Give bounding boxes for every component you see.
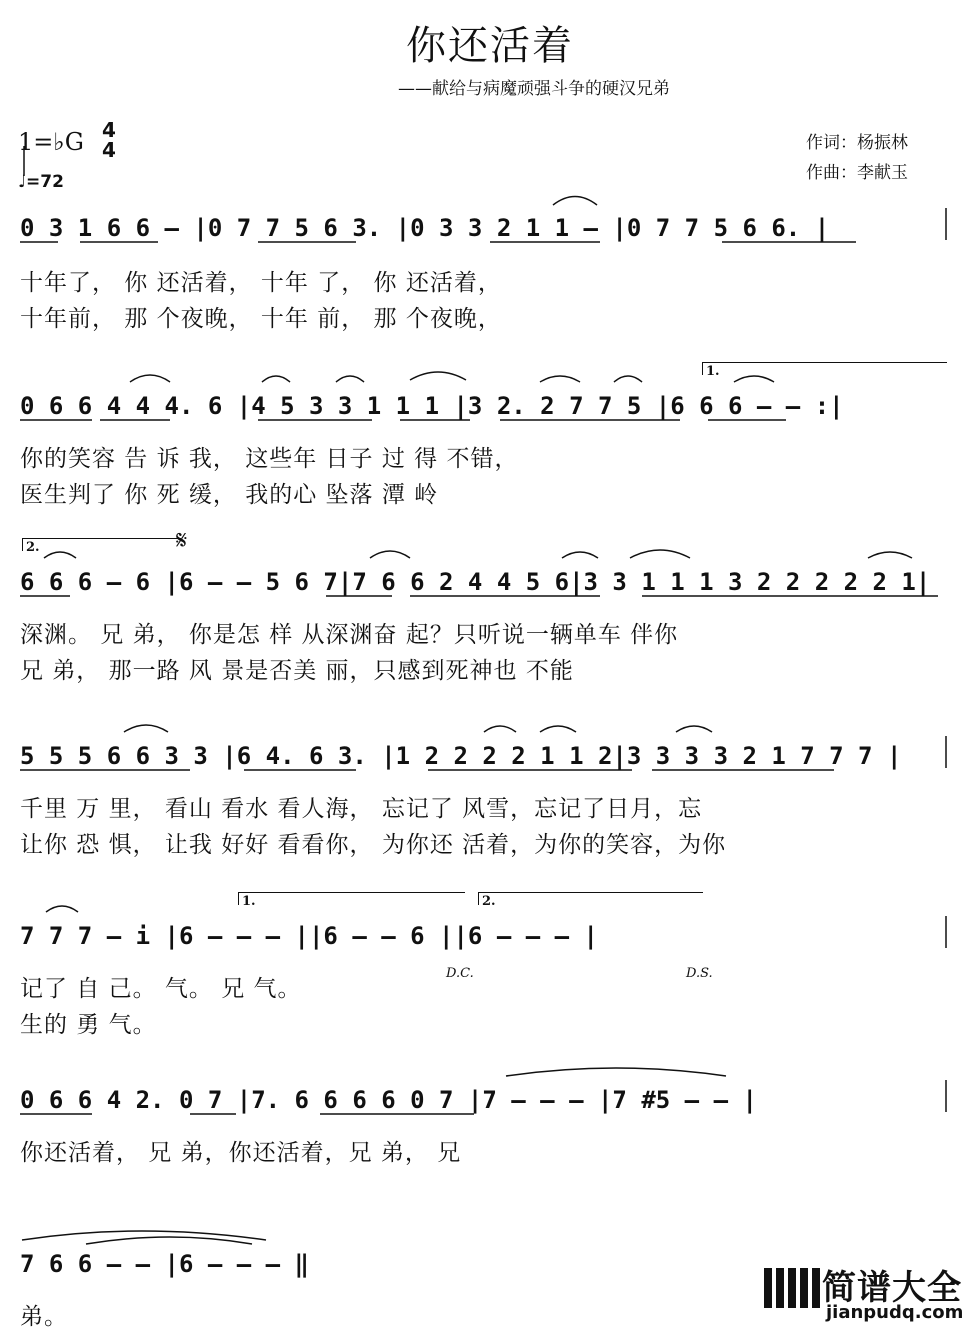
key-signature: 1=♭G [18,128,84,156]
volta-label-line5-1: 1. [242,894,256,909]
notes-line-4: 5 5 5 6 6 3 3 |6 4. 6 3. |1 2 2 2 2 1 1 2|3 3 3 3 2 1 7 7 7 | [20,742,902,770]
time-signature-top: 4 [102,118,116,142]
notes-line-6: 0 6 6 4 2. 0 7 |7. 6 6 6 6 0 7 |7 – – – |7 #5 – – | [20,1086,757,1114]
segno-sign: 𝄋 [176,526,188,556]
lyrics-line-2-verse-1: 你的笑容 告 诉 我， 这些年 日子 过 得 不错， [20,446,519,472]
lyrics-line-3-verse-1: 深渊。 兄 弟， 你是怎 样 从深渊奋 起？只听说一辆单车 伴你 [20,622,679,648]
watermark-url: jianpudq.com [826,1302,964,1323]
notes-line-7: 7 6 6 – – |6 – – – ‖ [20,1250,309,1278]
notes-line-2: 0 6 6 4 4 4. 6 |4 5 3 3 1 1 1 |3 2. 2 7 7 5 |6 6 6 – – :| [20,392,844,420]
volta-label-line5-2: 2. [482,894,496,909]
watermark-name: 简谱大全 [822,1268,962,1308]
volta-label-1: 1. [706,364,720,379]
lyrics-line-6-verse-1: 你还活着， 兄 弟，你还活着，兄 弟， 兄 [20,1140,462,1166]
lyrics-line-3-verse-2: 兄 弟， 那一路 风 景是否美 丽，只感到死神也 不能 [20,658,574,684]
notes-line-3: 6 6 6 – 6 |6 – – 5 6 7|7 6 6 2 4 4 5 6|3 3 1 1 1 3 2 2 2 2 2 1| [20,568,931,596]
lyrics-line-1-verse-2: 十年前， 那 个夜晚， 十年 前， 那 个夜晚， [20,306,502,332]
lyrics-line-5-verse-2: 生的 勇 气。 [20,1012,157,1038]
notes-line-5: 7 7 7 – i |6 – – – ||6 – – 6 ||6 – – – | [20,922,598,950]
lyrics-line-5-verse-1: 记了 自 己。 气。 兄 气。 [20,976,302,1002]
volta-label-2: 2. [26,540,40,555]
dc-marking: D.C. [446,966,474,981]
time-signature-bottom: 4 [102,138,116,162]
lyrics-line-2-verse-2: 医生判了 你 死 缓， 我的心 坠落 潭 岭 [20,482,439,508]
lyricist-credit: 作词：杨振林 [806,133,908,153]
notes-line-1: 0 3 1 6 6 – |0 7 7 5 6 3. |0 3 3 2 1 1 – |0 7 7 5 6 6. | [20,214,830,242]
lyrics-line-1-verse-1: 十年了， 你 还活着， 十年 了， 你 还活着， [20,270,502,296]
lyrics-line-4-verse-1: 千里 万 里， 看山 看水 看人海， 忘记了 风雪，忘记了日月，忘 [20,796,703,822]
composer-credit: 作曲：李献玉 [806,163,908,183]
lyrics-line-7-verse-1: 弟。 [20,1304,68,1330]
tempo-marking: ♩=72 [18,172,64,192]
lyrics-line-4-verse-2: 让你 恐 惧， 让我 好好 看看你， 为你还 活着，为你的笑容，为你 [20,832,727,858]
ds-marking: D.S. [686,966,713,981]
song-subtitle: ——献给与病魔顽强斗争的硬汉兄弟 [398,79,670,99]
song-title: 你还活着 [406,23,574,69]
